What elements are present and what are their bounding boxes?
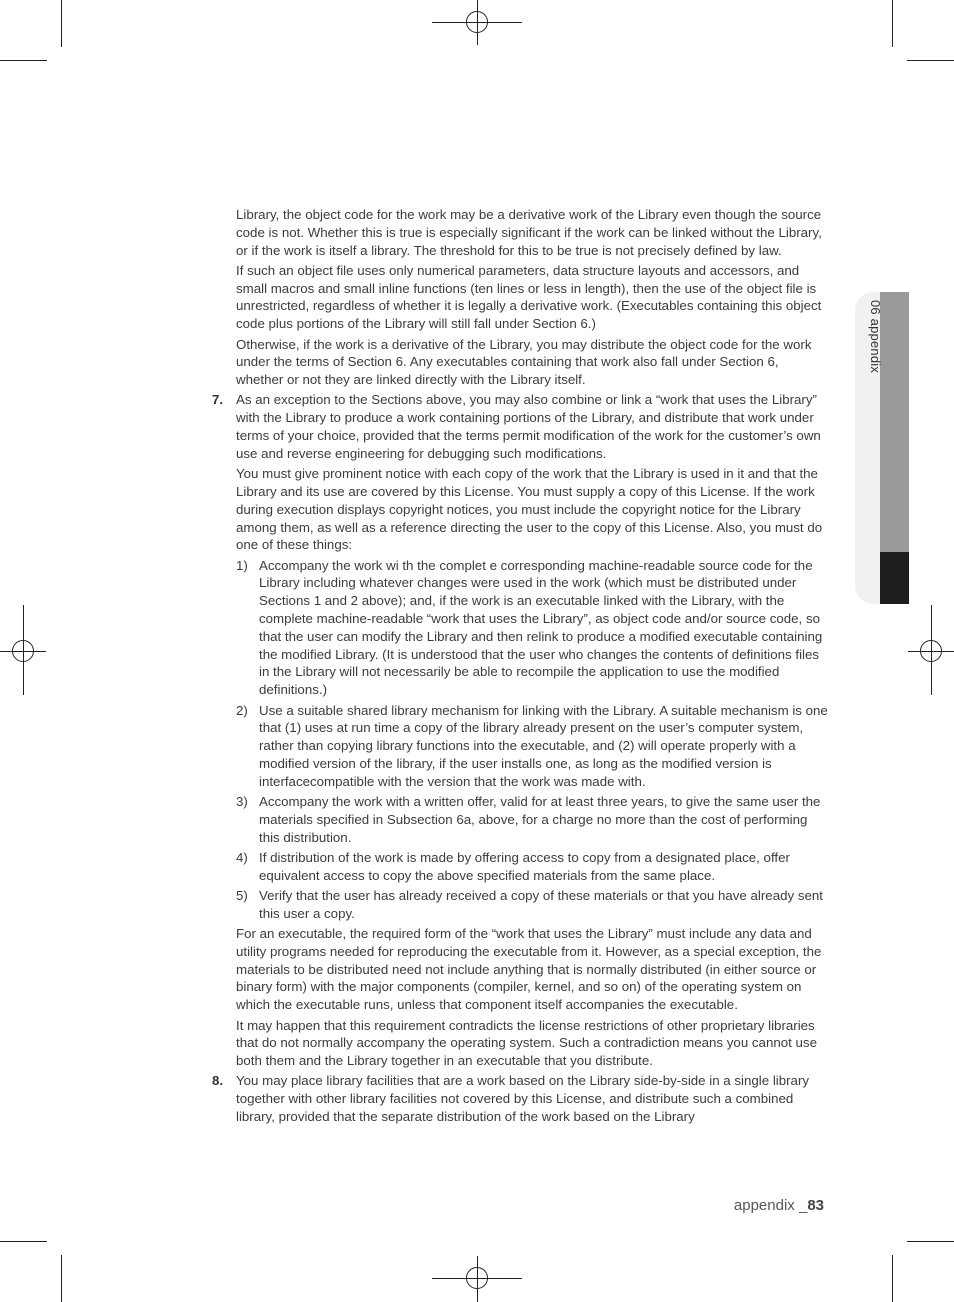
crop-mark: [907, 1241, 954, 1242]
license-text: [212, 206, 828, 1128]
section-item-7: [212, 391, 828, 462]
crop-mark: [0, 1241, 47, 1242]
section-number: 7.: [212, 392, 224, 408]
sub-item-text: Use a suitable shared library mechanism for linking with the Library. A suitable mechanism is one that (1) uses at run time a copy of the library already present on the user’s computer system, rather than copying library functions into the executable, and (2) will operate properly with a modified version of the library, if the user installs one, as long as the modified version is interfacecompatible with the version that the work was made with.: [259, 702, 828, 789]
sub-item-number: 3): [236, 794, 248, 809]
chapter-label: 06 appendix: [868, 300, 883, 374]
paragraph: You must give prominent notice with each copy of the work that the Library is used in it and that the Library and its use are covered by this License. You must supply a copy of this License. If the work during execution displays copyright notices, you must include the copyright notice for the Library among them, as well as a reference directing the user to the copy of this License. Also, you must do one of these things:: [236, 466, 823, 553]
sub-item-text: Accompany the work with a written offer, valid for at least three years, to give the same user the materials specified in Subsection 6a, above, for a charge no more than the cost of performing this distribution.: [259, 794, 821, 845]
sub-item-2: [236, 702, 828, 791]
sub-item-5: [236, 887, 828, 923]
crop-mark: [61, 1255, 62, 1302]
sub-item-text: If distribution of the work is made by offering access to copy from a designated place, offer equivalent access to copy the above specified materials from the same place.: [259, 849, 790, 883]
paragraph: It may happen that this requirement contradicts the license restrictions of other proprietary libraries that do not normally accompany the operating system. Such a contradiction means you cannot use both them and the Library together in an executable that you distribute.: [236, 1017, 817, 1069]
section-text: You may place library facilities that are a work based on the Library side-by-side in a single library together with other library facilities not covered by this License, and distribute such a combined library, provided that the separate distribution of the work based on the Library: [236, 1073, 810, 1125]
side-tab-gray-bar: [880, 292, 909, 552]
sub-item-4: [236, 849, 828, 885]
section-item-8: [212, 1072, 828, 1125]
section-number: 8.: [212, 1073, 224, 1089]
footer-section-label: appendix _: [733, 1197, 808, 1214]
paragraph: For an executable, the required form of the “work that uses the Library” must include any data and utility programs needed for reproducing the executable from it. However, as a special exception, the materials to be distributed need not include anything that is normally distributed (in either source or binary form) with the major components (compiler, kernel, and so on) of the operating system on which the executable runs, unless that component itself accompanies the executable.: [236, 926, 822, 1013]
crop-mark: [0, 60, 47, 61]
crop-mark: [907, 60, 954, 61]
sub-item-text: Verify that the user has already received a copy of these materials or that you have already sent this user a copy.: [259, 887, 823, 921]
page-number: 83: [807, 1197, 824, 1214]
side-tab-dark-block: [880, 552, 909, 604]
sub-item-number: 1): [236, 557, 248, 573]
paragraph: If such an object file uses only numerical parameters, data structure layouts and accessors, and small macros and small inline functions (ten lines or less in length), then the use of the object file is unrestricted, regardless of whether it is legally a derivative work. (Executables containing this object code plus portions of the Library will still fall under Section 6.): [236, 262, 822, 332]
crop-mark: [61, 0, 62, 47]
sub-item-number: 4): [236, 849, 248, 865]
page-footer: [734, 1197, 824, 1214]
sub-item-1: [236, 557, 828, 699]
sub-item-number: 2): [236, 702, 248, 718]
crop-mark: [892, 1255, 893, 1302]
sub-item-number: 5): [236, 887, 248, 903]
crop-mark: [892, 0, 893, 47]
sub-item-3: [236, 793, 828, 846]
section-text: As an exception to the Sections above, you may also combine or link a “work that uses the Library” with the Library to produce a work containing portions of the Library, and distribute that work under terms of your choice, provided that the terms permit modification of the work for the customer’s own use and reverse engineering for debugging such modifications.: [236, 392, 821, 461]
paragraph: Library, the object code for the work may be a derivative work of the Library even though the source code is not. Whether this is true is especially significant if the work can be linked without the Library, or if the work is itself a library. The threshold for this to be true is not precisely defined by law.: [236, 207, 822, 258]
paragraph: Otherwise, if the work is a derivative of the Library, you may distribute the object code for the work under the terms of Section 6. Any executables containing that work also fall under Section 6, whether or not they are linked directly with the Library itself.: [236, 336, 812, 388]
sub-item-text: Accompany the work wi th the complet e corresponding machine-readable source code for the Library including whatever changes were used in the work (which must be distributed under Sections 1 and 2 above); and, if the work is an executable linked with the Library, with the complete machine-readable “work that uses the Library”, as object code and/or source code, so that the user can modify the Library and then relink to produce a modified executable containing the modified Library. (It is understood that the user who changes the contents of definitions files in the Library will not necessarily be able to recompile the application to use the modified definitions.): [259, 557, 823, 698]
